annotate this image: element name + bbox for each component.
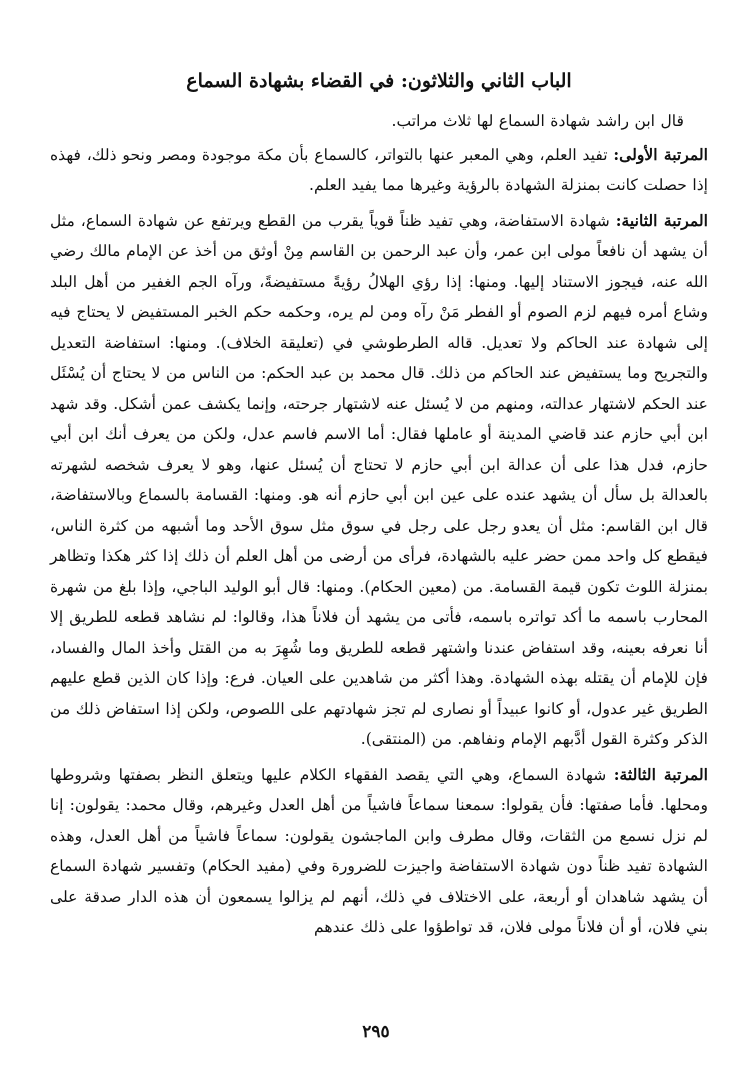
intro-paragraph: قال ابن راشد شهادة السماع لها ثلاث مراتب. <box>391 112 684 130</box>
first-rank-label: المرتبة الأولى: <box>613 144 708 164</box>
paragraph-second-rank <box>50 206 708 755</box>
third-rank-label: المرتبة الثالثة: <box>613 764 708 784</box>
paragraph-third-rank <box>50 760 708 943</box>
second-rank-label: المرتبة الثانية: <box>615 210 708 230</box>
chapter-title: الباب الثاني والثلاثون: في القضاء بشهادة السماع <box>186 70 572 92</box>
paragraph-first-rank <box>50 140 708 201</box>
second-rank-text: شهادة الاستفاضة، وهي تفيد ظناً قوياً يقرب من القطع ويرتفع عن شهادة السماع، مثل أن يشهد أن نافعاً مولى ابن عمر، وأن عبد الرحمن بن القاسم مِنْ أوثق من أخذ عن الإمام مالك رضي الله عنه، فيجوز الاستناد إليها. ومنها: إذا رؤي الهلالُ رؤيةً مستفيضةً، ورآه الجم الغفير من أهل البلد وشاع أمره فيهم لزم الصوم أو الفطر مَنْ رآه ومن لم يره، وحكمه حكم الخبر المستفيض لا يحتاج فيه إلى شهادة عند الحاكم ولا تعديل. قاله الطرطوشي في (تعليقة الخلاف). ومنها: استفاضة التعديل والتجريح وما يستفيض عند الحاكم من ذلك. قال محمد بن عبد الحكم: من الناس من لا يحتاج أن يُسْئَل عند الحكم لاشتهار عدالته، ومنهم من لا يُسئل عنه لاشتهار جرحته، وإنما يكشف عمن أشكل. وقد شهد ابن أبي حازم عند قاضي المدينة أو عاملها فقال: أما الاسم فاسم عدل، ولكن من يعرف أنك ابن أبي حازم، فدل هذا على أن عدالة ابن أبي حازم لا تحتاج أن يُسئل عنها، وهو لا يعرف شخصه لشهرته بالعدالة بل سأل أن يشهد عنده على عين ابن أبي حازم أنه هو. ومنها: القسامة بالسماع وبالاستفاضة، قال ابن القاسم: مثل أن يعدو رجل على رجل في سوق مثل سوق الأحد وما أشبهه من كثرة الناس، فيقطع كل واحد ممن حضر عليه بالشهادة، فرأى من أرضى من أهل العلم أن ذلك إذا كثر هكذا وتظاهر بمنزلة اللوث تكون قيمة القسامة. من (معين الحكام). ومنها: قال أبو الوليد الباجي، وإذا بلغ من شهرة المحارب باسمه ما أكد تواتره باسمه، فأتى من يشهد أن فلاناً هذا، وقالوا: لم نشاهد قطعه للطريق إلا أنا نعرفه بعينه، وقد استفاض عندنا واشتهر قطعه للطريق وما شُهِرَ به من القتل وأخذ المال والفساد، فإن للإمام أن يقتله بهذه الشهادة. وهذا أكثر من شاهدين على العيان. فرع: وإذا كان الذين قطع عليهم الطريق غير عدول، أو كانوا عبيداً أو نصارى لم تجز شهادتهم على اللصوص، ولكن إذا استفاض ذلك من الذكر وكثرة القول أدَّبهم الإمام ونفاهم. من (المنتقى). <box>50 211 708 748</box>
page-body <box>50 58 708 948</box>
first-rank-text: تفيد العلم، وهي المعبر عنها بالتواتر، كالسماع بأن مكة موجودة ومصر ونحو ذلك، فهذه إذا حصلت كانت بمنزلة الشهادة بالرؤية وغيرها مما يفيد العلم. <box>50 145 708 194</box>
page-number: ٢٩٥ <box>362 1022 390 1042</box>
third-rank-text: شهادة السماع، وهي التي يقصد الفقهاء الكلام عليها ويتعلق النظر بصفتها وشروطها ومحلها. فأما صفتها: فأن يقولوا: سمعنا سماعاً فاشياً من أهل العدل وغيرهم، وقال محمد: يقولون: إنا لم نزل نسمع من الثقات، وقال مطرف وابن الماجشون يقولون: سماعاً فاشياً من أهل العدل، وهذه الشهادة تفيد ظناً دون شهادة الاستفاضة واجيزت للضرورة وفي (مفيد الحكام) وتفسير شهادة السماع أن يشهد شاهدان أو أربعة، على الاختلاف في ذلك، أنهم لم يزالوا يسمعون أن هذه الدار صدقة على بني فلان، أو أن فلاناً مولى فلان، قد تواطؤوا على ذلك عندهم <box>50 765 708 936</box>
